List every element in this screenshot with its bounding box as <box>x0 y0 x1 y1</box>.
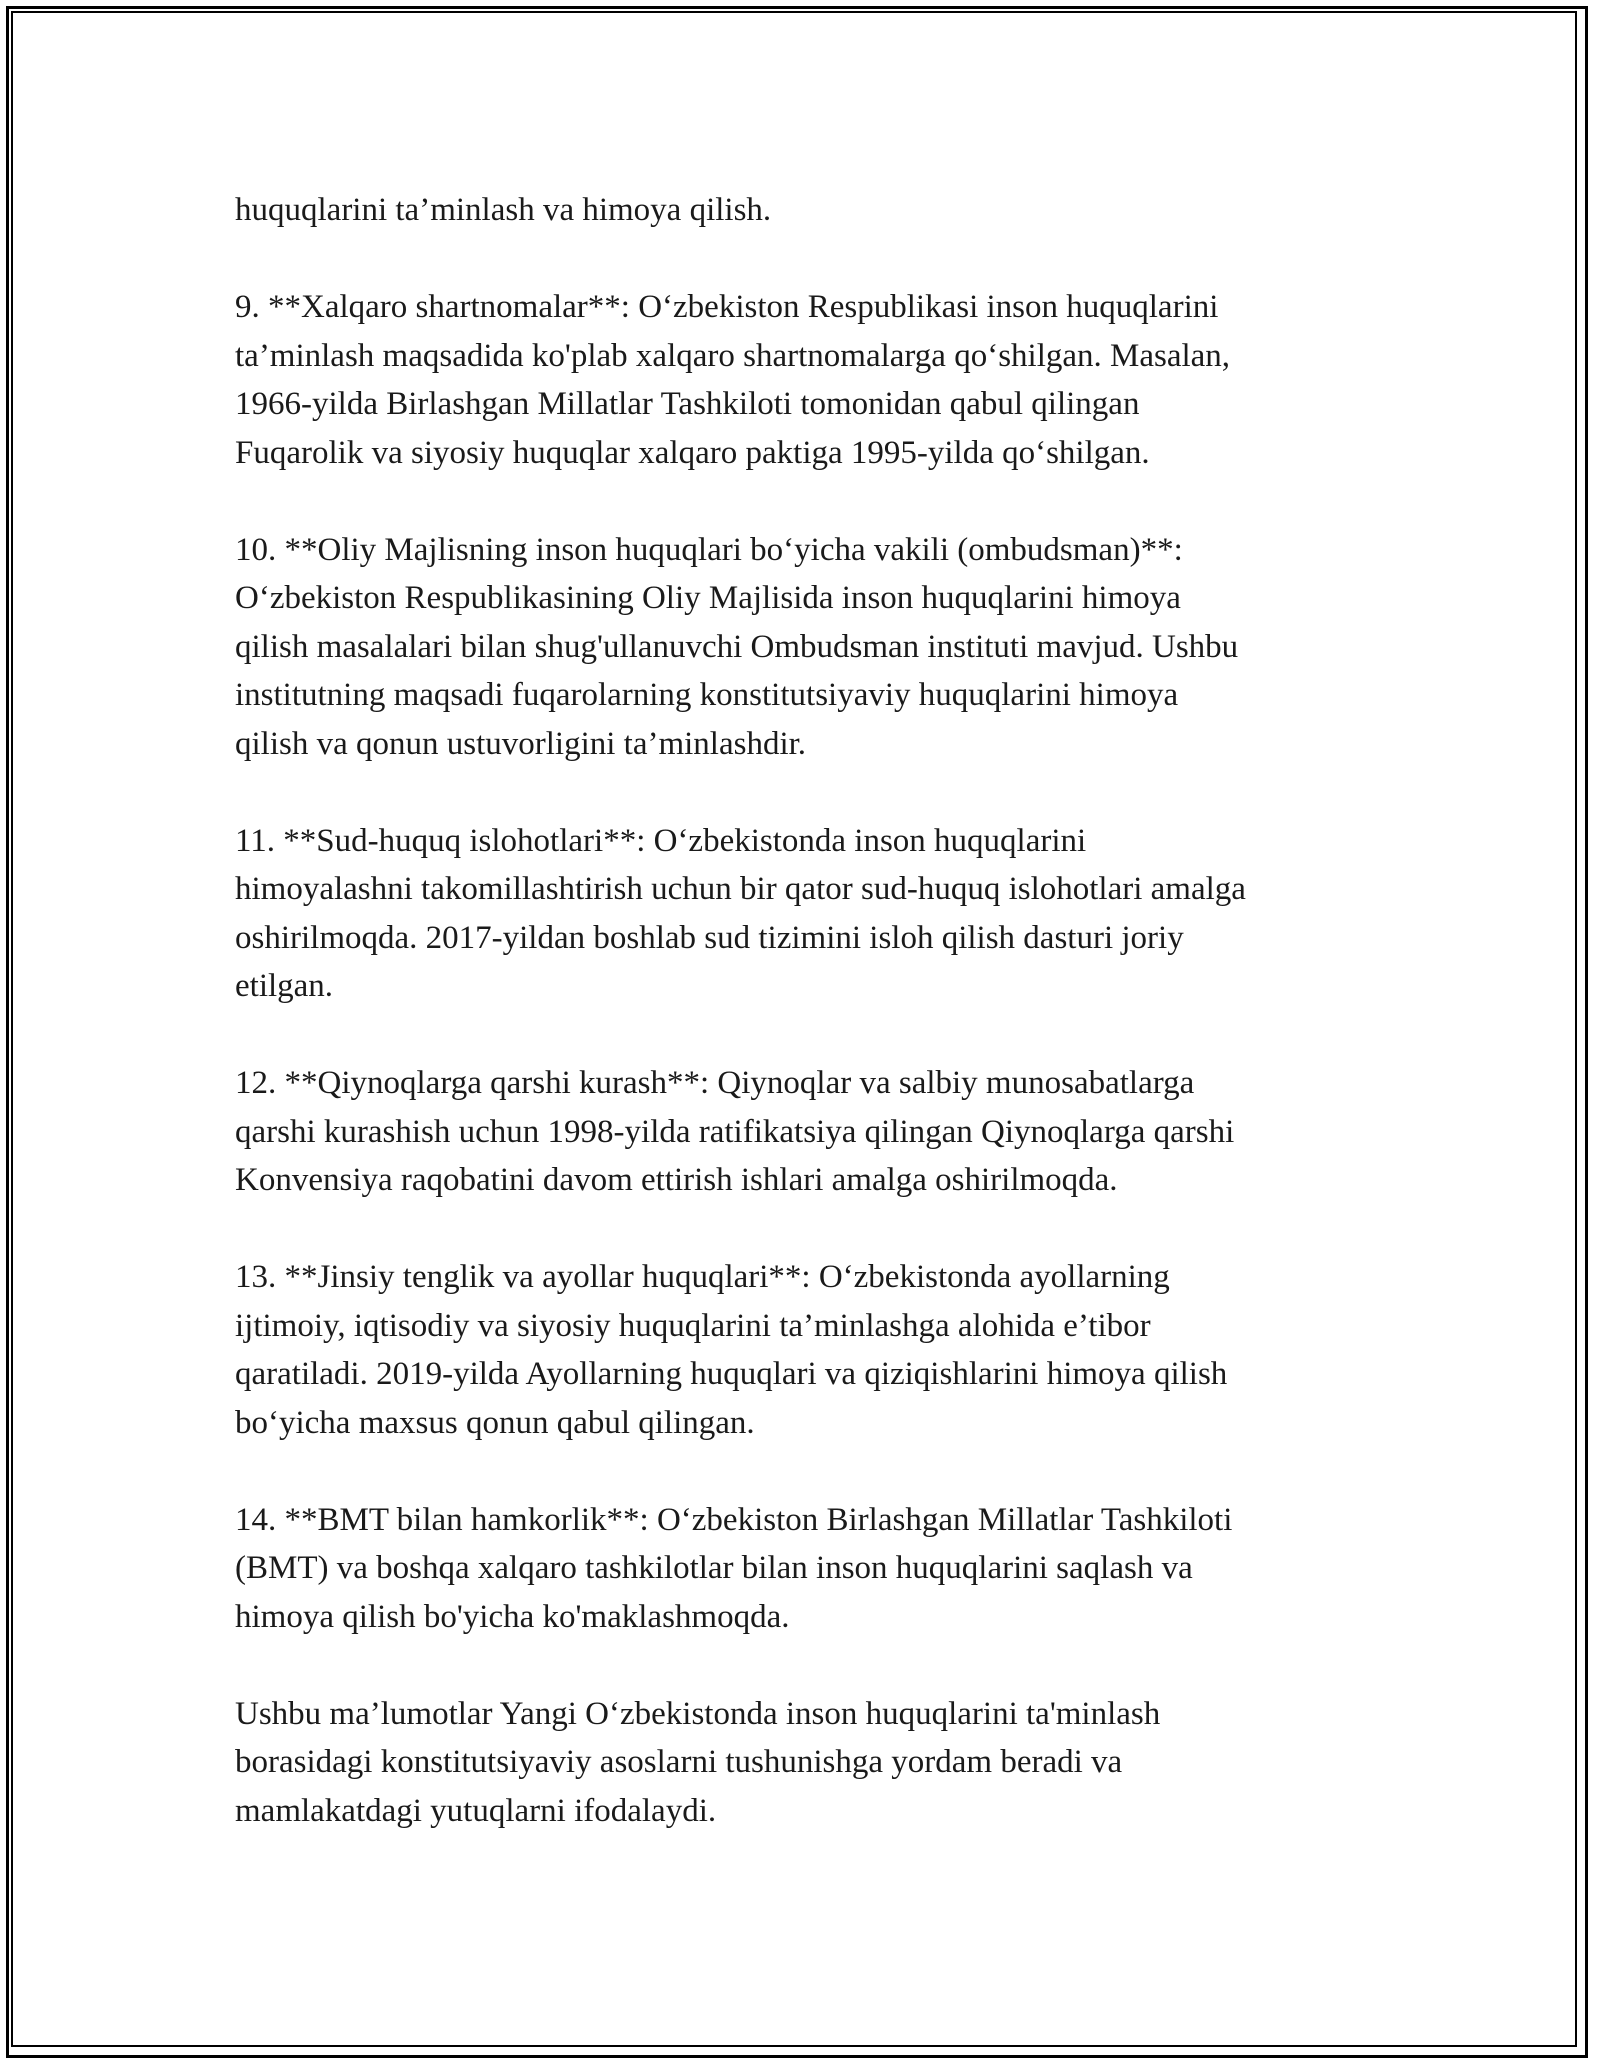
paragraph-item-14: 14. **BMT bilan hamkorlik**: O‘zbekiston Birlashgan Millatlar Tashkiloti (BMT) va boshqa xalqaro tashkilotlar bilan inson huquqlarini saqlash va himoya qilish bo'yicha ko'maklashmoqda. <box>235 1501 1233 1635</box>
paragraph-item-11: 11. **Sud-huquq islohotlari**: O‘zbekistonda inson huquqlarini himoyalashni takomillashtirish uchun bir qator sud-huquq islohotlari amalga oshirilmoqda. 2017-yildan boshlab sud tizimini isloh qilish dasturi joriy etilgan. <box>235 822 1246 1004</box>
document-body <box>235 186 1365 1884</box>
paragraph-item-12: 12. **Qiynoqlarga qarshi kurash**: Qiynoqlar va salbiy munosabatlarga qarshi kurashish uchun 1998-yilda ratifikatsiya qilingan Qiynoqlarga qarshi Konvensiya raqobatini davom ettirish ishlari amalga oshirilmoqda. <box>235 1065 1235 1198</box>
paragraph-item-9: 9. **Xalqaro shartnomalar**: O‘zbekiston Respublikasi inson huquqlarini ta’minlash maqsadida ko'plab xalqaro shartnomalarga qo‘shilgan. Masalan, 1966-yilda Birlashgan Millatlar Tashkiloti tomonidan qabul qilingan Fuqarolik va siyosiy huquqlar xalqaro paktiga 1995-yilda qo‘shilgan. <box>235 289 1231 471</box>
paragraph-item-13: 13. **Jinsiy tenglik va ayollar huquqlari**: O‘zbekistonda ayollarning ijtimoiy, iqtisodiy va siyosiy huquqlarini ta’minlashga alohida e’tibor qaratiladi. 2019-yilda Ayollarning huquqlari va qiziqishlarini himoya qilish bo‘yicha maxsus qonun qabul qilingan. <box>235 1259 1228 1441</box>
paragraph-conclusion: Ushbu ma’lumotlar Yangi O‘zbekistonda inson huquqlarini ta'minlash borasidagi konstitutsiyaviy asoslarni tushunishga yordam beradi va mamlakatdagi yutuqlarni ifodalaydi. <box>235 1695 1161 1829</box>
paragraph-item-10: 10. **Oliy Majlisning inson huquqlari bo‘yicha vakili (ombudsman)**: O‘zbekiston Respublikasining Oliy Majlisida inson huquqlarini himoya qilish masalalari bilan shug'ullanuvchi Ombudsman instituti mavjud. Ushbu institutning maqsadi fuqarolarning konstitutsiyaviy huquqlarini himoya qilish va qonun ustuvorligini ta’minlashdir. <box>235 531 1239 762</box>
paragraph-continuation: huquqlarini ta’minlash va himoya qilish. <box>235 192 772 228</box>
